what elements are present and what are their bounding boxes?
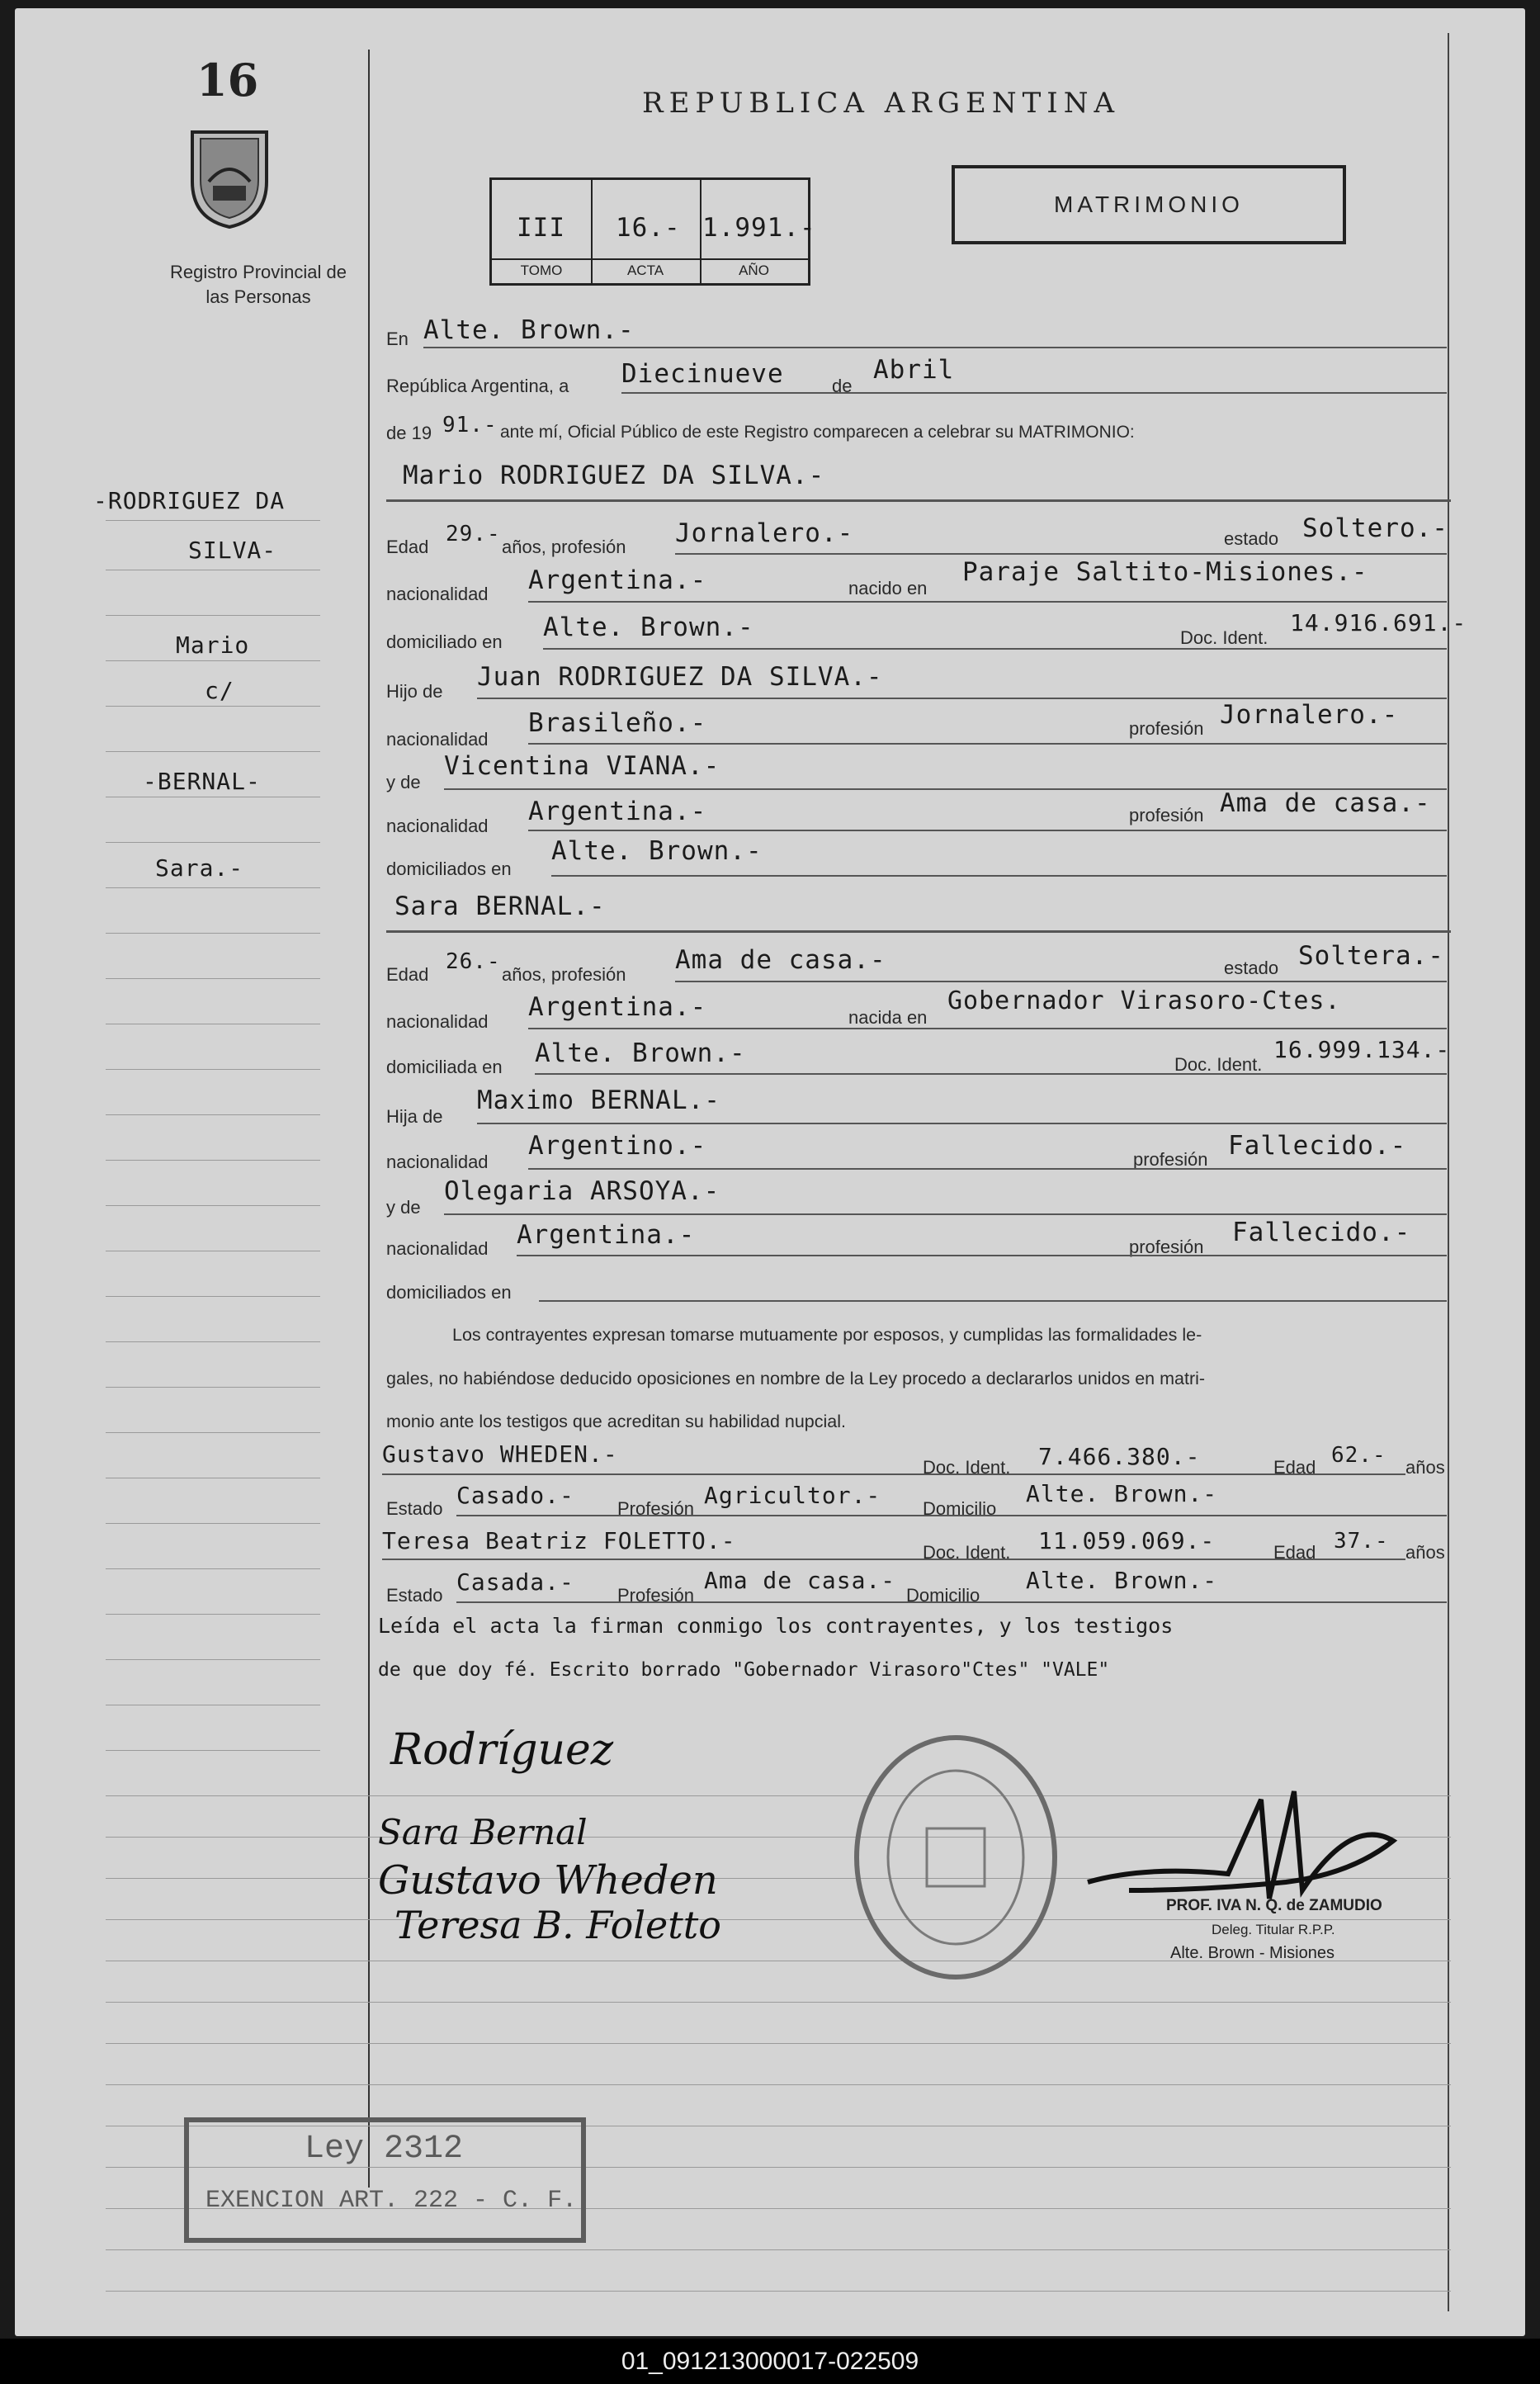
groom-father-prof: Jornalero.- — [1220, 700, 1399, 730]
intro-de-label: de — [832, 376, 853, 396]
file-id-footer: 01_091213000017-022509 — [0, 2339, 1540, 2384]
witness1-domicile: Alte. Brown.- — [1026, 1480, 1218, 1507]
witness2-estado: Casada.- — [456, 1568, 574, 1596]
en-label: En — [386, 329, 409, 349]
bride-anos-profesion: años, profesión — [502, 964, 626, 985]
act-type: MATRIMONIO — [1054, 192, 1244, 217]
groom-estado-label: estado — [1224, 528, 1279, 549]
groom-edad-label: Edad — [386, 537, 429, 557]
groom-hijo-label: Hijo de — [386, 681, 443, 702]
ano-label: AÑO — [739, 263, 769, 278]
groom-doc-label: Doc. Ident. — [1180, 627, 1268, 648]
witness1-anos: años — [1405, 1457, 1445, 1478]
tomo-value: III — [517, 213, 565, 243]
witness2-age: 37.- — [1334, 1529, 1389, 1554]
republica-label: República Argentina, a — [386, 376, 569, 396]
groom-mother: Vicentina VIANA.- — [444, 751, 720, 781]
groom-domiciliado-label: domiciliado en — [386, 631, 503, 652]
groom-father-prof-label: profesión — [1129, 718, 1204, 739]
groom-parents-domicile: Alte. Brown.- — [551, 836, 763, 866]
witness1-edad-label: Edad — [1273, 1457, 1316, 1478]
intro-text: ante mí, Oficial Público de este Registro comparecen a celebrar su MATRIMONIO: — [500, 423, 1135, 442]
signature-witness1: Gustavo Wheden — [378, 1857, 718, 1904]
bride-father-prof: Fallecido.- — [1228, 1131, 1407, 1161]
bride-mother: Olegaria ARSOYA.- — [444, 1176, 720, 1206]
witness1-profesion-label: Profesión — [617, 1498, 694, 1519]
groom-mother-prof: Ama de casa.- — [1220, 788, 1431, 818]
signature-groom: Rodríguez — [390, 1725, 614, 1775]
witness2-name: Teresa Beatriz FOLETTO.- — [382, 1527, 736, 1554]
witness1-doc: 7.466.380.- — [1038, 1443, 1201, 1470]
groom-age: 29.- — [446, 522, 501, 546]
acta-label: ACTA — [626, 263, 664, 278]
bride-father-nat: Argentino.- — [528, 1131, 707, 1161]
intro-year: 91.- — [442, 413, 498, 438]
margin-rule — [368, 50, 370, 2188]
de19-label: de 19 — [386, 423, 432, 443]
ley-stamp — [184, 2117, 586, 2243]
bride-mother-nat: Argentina.- — [517, 1220, 696, 1250]
bride-father-prof-label: profesión — [1133, 1149, 1208, 1170]
registry-oval-stamp-icon — [848, 1729, 1063, 1985]
bride-edad-label: Edad — [386, 964, 429, 985]
bride-nacionalidad-label: nacionalidad — [386, 1011, 489, 1032]
bride-profession: Ama de casa.- — [675, 945, 886, 975]
bride-doc: 16.999.134.- — [1273, 1036, 1451, 1063]
groom-nationality: Argentina.- — [528, 565, 707, 595]
statement-line3: monio ante los testigos que acreditan su habilidad nupcial. — [386, 1412, 846, 1431]
bride-father-nat-label: nacionalidad — [386, 1152, 489, 1172]
page-number: 16 — [196, 54, 259, 106]
witness2-profession: Ama de casa.- — [704, 1567, 896, 1594]
registry-name: Registro Provincial de las Personas — [170, 262, 347, 307]
witness2-edad-label: Edad — [1273, 1542, 1316, 1563]
bride-domiciliados-label: domiciliados en — [386, 1282, 512, 1303]
provincial-seal-icon — [184, 124, 275, 231]
ano-value: 1.991.- — [702, 213, 816, 243]
bride-estado-label: estado — [1224, 958, 1279, 978]
official-title: Deleg. Titular R.P.P. — [1212, 1922, 1335, 1937]
witness2-doc: 11.059.069.- — [1038, 1527, 1216, 1554]
acta-value: 16.- — [616, 213, 681, 243]
witness1-name: Gustavo WHEDEN.- — [382, 1440, 618, 1468]
bride-father: Maximo BERNAL.- — [477, 1086, 720, 1115]
groom-mother-prof-label: profesión — [1129, 805, 1204, 825]
witness2-profesion-label: Profesión — [617, 1585, 694, 1606]
groom-domicile: Alte. Brown.- — [543, 613, 754, 642]
groom-father-nat: Brasileño.- — [528, 708, 707, 738]
official-place: Alte. Brown - Misiones — [1170, 1944, 1335, 1962]
witness2-domicile: Alte. Brown.- — [1026, 1567, 1218, 1594]
groom-nacido-label: nacido en — [848, 578, 928, 598]
groom-yde-label: y de — [386, 772, 421, 792]
margin-surname2: -BERNAL- — [143, 768, 261, 795]
witness1-profession: Agricultor.- — [704, 1482, 881, 1509]
witness1-domicilio-label: Domicilio — [923, 1498, 997, 1519]
ley-stamp-line1: Ley 2312 — [305, 2131, 464, 2168]
groom-mother-nat: Argentina.- — [528, 797, 707, 826]
bride-mother-prof: Fallecido.- — [1232, 1218, 1411, 1247]
ley-stamp-line2: EXENCION ART. 222 - C. F. — [205, 2187, 578, 2215]
witness1-estado: Casado.- — [456, 1482, 574, 1509]
margin-surname1: -RODRIGUEZ DA — [93, 487, 286, 514]
intro-month: Abril — [873, 355, 955, 385]
bride-doc-label: Doc. Ident. — [1174, 1054, 1263, 1075]
bride-age: 26.- — [446, 949, 501, 974]
closing-line2: de que doy fé. Escrito borrado "Gobernador Virasoro"Ctes" "VALE" — [378, 1659, 1110, 1681]
bride-domicile: Alte. Brown.- — [535, 1038, 746, 1068]
signature-witness2: Teresa B. Foletto — [394, 1903, 721, 1947]
right-rule — [1448, 33, 1449, 2311]
bride-yde-label: y de — [386, 1197, 421, 1218]
groom-father: Juan RODRIGUEZ DA SILVA.- — [477, 662, 883, 692]
margin-name2: Sara.- — [155, 854, 244, 882]
groom-birthplace: Paraje Saltito-Misiones.- — [962, 557, 1368, 587]
closing-line1: Leída el acta la firman conmigo los contrayentes, y los testigos — [378, 1614, 1174, 1638]
groom-anos-profesion: años, profesión — [502, 537, 626, 557]
witness2-doc-label: Doc. Ident. — [923, 1542, 1011, 1563]
tomo-acta-ano-box — [489, 177, 816, 286]
witness1-doc-label: Doc. Ident. — [923, 1457, 1011, 1478]
groom-name: Mario RODRIGUEZ DA SILVA.- — [403, 461, 825, 490]
groom-doc: 14.916.691.- — [1290, 609, 1467, 636]
bride-name: Sara BERNAL.- — [394, 892, 606, 921]
act-type-box — [952, 165, 1346, 244]
country-title: REPUBLICA ARGENTINA — [642, 87, 1121, 120]
tomo-label: TOMO — [520, 263, 563, 278]
groom-domiciliados-label: domiciliados en — [386, 859, 512, 879]
official-name: PROF. IVA N. Q. de ZAMUDIO — [1166, 1897, 1382, 1914]
document-page — [15, 8, 1525, 2336]
witness2-estado-label: Estado — [386, 1585, 443, 1606]
signature-bride: Sara Bernal — [378, 1812, 588, 1852]
official-signature-icon — [1079, 1767, 1426, 1915]
bride-birthplace: Gobernador Virasoro-Ctes. — [947, 986, 1341, 1015]
bride-domiciliada-label: domiciliada en — [386, 1057, 503, 1077]
margin-name1: Mario — [176, 631, 250, 659]
intro-place: Alte. Brown.- — [423, 315, 635, 345]
groom-mother-nat-label: nacionalidad — [386, 816, 489, 836]
groom-profession: Jornalero.- — [675, 518, 854, 548]
bride-hija-label: Hija de — [386, 1106, 443, 1127]
witness2-domicilio-label: Domicilio — [906, 1585, 980, 1606]
statement-line2: gales, no habiéndose deducido oposiciones en nombre de la Ley procedo a declararlos unidos en matri- — [386, 1369, 1206, 1388]
groom-estado: Soltero.- — [1302, 513, 1448, 543]
groom-father-nat-label: nacionalidad — [386, 729, 489, 750]
witness1-estado-label: Estado — [386, 1498, 443, 1519]
bride-mother-nat-label: nacionalidad — [386, 1238, 489, 1259]
witness1-age: 62.- — [1331, 1443, 1386, 1468]
groom-nacionalidad-label: nacionalidad — [386, 584, 489, 604]
intro-day: Diecinueve — [621, 359, 784, 389]
bride-estado: Soltera.- — [1298, 941, 1444, 971]
bride-nationality: Argentina.- — [528, 992, 707, 1022]
witness2-anos: años — [1405, 1542, 1445, 1563]
bride-nacida-label: nacida en — [848, 1007, 928, 1028]
margin-surname1b: SILVA- — [188, 537, 277, 564]
statement-line1: Los contrayentes expresan tomarse mutuamente por esposos, y cumplidas las formalidades le- — [452, 1325, 1202, 1345]
margin-conj: c/ — [205, 677, 234, 704]
bride-mother-prof-label: profesión — [1129, 1237, 1204, 1257]
